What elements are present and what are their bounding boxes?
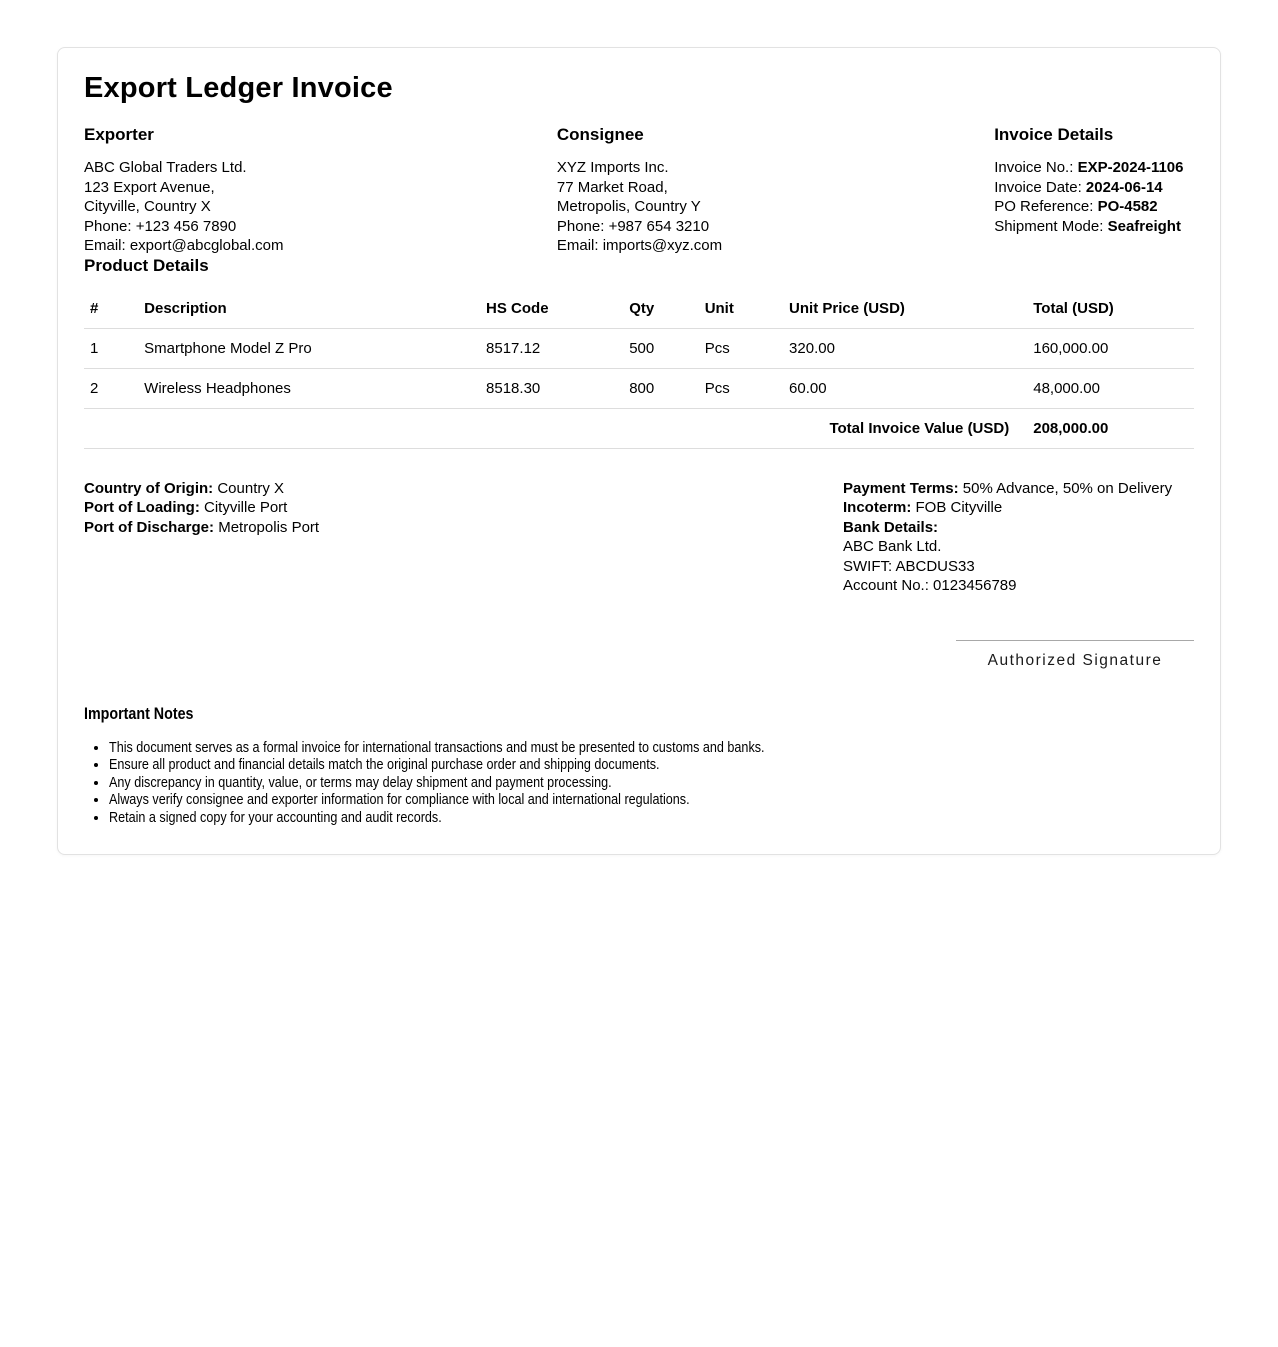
note-text: Ensure all product and financial details match the original purchase order and shipping documents.: [109, 756, 660, 774]
shipment-info-block: [84, 479, 843, 596]
row2-index: 2: [84, 368, 136, 408]
table-total-row: [84, 408, 1194, 448]
shipment-payment-row: [84, 479, 1194, 596]
col-header-index: #: [84, 289, 136, 329]
products-table: [84, 289, 1194, 449]
shipment-mode-value: Seafreight: [1107, 217, 1181, 235]
invoice-number-label: Invoice No.:: [994, 159, 1074, 177]
list-item: [109, 756, 1194, 774]
consignee-heading: Consignee: [556, 125, 644, 145]
row2-description: Wireless Headphones: [136, 368, 478, 408]
note-text: Any discrepancy in quantity, value, or terms may delay shipment and payment processing.: [109, 773, 612, 791]
bank-details-label-text: Bank Details:: [843, 518, 939, 536]
invoice-card: [57, 47, 1221, 855]
po-reference-value: PO-4582: [1097, 198, 1158, 216]
country-of-origin-value: Country X: [217, 479, 285, 497]
list-item: [109, 809, 1194, 827]
signature-block: [956, 640, 1194, 670]
country-of-origin-field: [84, 479, 843, 499]
list-item: [109, 739, 1194, 757]
payment-info-block: [843, 479, 1194, 596]
invoice-details-heading: Invoice Details: [994, 125, 1114, 145]
invoice-number-value: EXP-2024-1106: [1077, 159, 1184, 177]
country-of-origin-label: Country of Origin:: [84, 479, 214, 497]
bank-details-label: [843, 518, 1194, 538]
incoterm-field: [843, 498, 1194, 518]
consignee-phone: Phone: +987 654 3210: [556, 217, 710, 235]
po-reference-field: [994, 197, 1194, 217]
invoice-date-value: 2024-06-14: [1085, 178, 1163, 196]
invoice-number-field: [994, 158, 1194, 178]
bank-name: ABC Bank Ltd.: [843, 538, 942, 556]
list-item: [109, 774, 1194, 792]
important-notes-section: [84, 704, 1194, 827]
total-invoice-label: Total Invoice Value (USD): [84, 408, 1025, 448]
table-row: [84, 368, 1194, 408]
bank-swift: SWIFT: ABCDUS33: [843, 557, 975, 575]
consignee-section: [557, 125, 994, 256]
important-notes-heading-text: Important Notes: [84, 703, 194, 723]
port-of-loading-value: Cityville Port: [203, 499, 288, 517]
exporter-address-line1: 123 Export Avenue,: [84, 178, 215, 196]
important-notes-heading: [84, 704, 1194, 724]
invoice-details-section: [994, 125, 1194, 256]
row1-unit-price: 320.00: [781, 328, 1025, 368]
consignee-name: XYZ Imports Inc.: [556, 159, 669, 177]
list-item: [109, 791, 1194, 809]
shipment-mode-field: [994, 217, 1194, 237]
note-text: Retain a signed copy for your accounting and audit records.: [109, 808, 442, 826]
consignee-address-line1: 77 Market Road,: [556, 178, 668, 196]
incoterm-value: FOB Cityville: [915, 499, 1003, 517]
product-details-heading: Product Details: [84, 255, 209, 275]
page-title: Export Ledger Invoice: [84, 72, 393, 104]
row2-unit: Pcs: [697, 368, 781, 408]
port-of-discharge-field: [84, 518, 843, 538]
col-header-unit: Unit: [697, 289, 781, 329]
note-text: This document serves as a formal invoice for international transactions and must be presented to customs and banks.: [109, 738, 765, 756]
row1-unit: Pcs: [697, 328, 781, 368]
invoice-date-label: Invoice Date:: [994, 178, 1082, 196]
col-header-unit-price: Unit Price (USD): [781, 289, 1025, 329]
col-header-description: Description: [136, 289, 478, 329]
row2-qty: 800: [621, 368, 696, 408]
incoterm-label: Incoterm:: [843, 499, 912, 517]
consignee-address-line2: Metropolis, Country Y: [556, 198, 701, 216]
row1-total: 160,000.00: [1025, 328, 1194, 368]
exporter-address-line2: Cityville, Country X: [84, 198, 211, 216]
authorized-signature-label: Authorized Signature: [987, 651, 1163, 669]
payment-terms-label: Payment Terms:: [843, 479, 959, 497]
col-header-total: Total (USD): [1025, 289, 1194, 329]
port-of-loading-field: [84, 498, 843, 518]
exporter-name: ABC Global Traders Ltd.: [84, 159, 247, 177]
po-reference-label: PO Reference:: [994, 198, 1094, 216]
exporter-phone: Phone: +123 456 7890: [84, 217, 237, 235]
table-header-row: [84, 289, 1194, 329]
payment-terms-value: 50% Advance, 50% on Delivery: [962, 479, 1173, 497]
shipment-mode-label: Shipment Mode:: [994, 217, 1104, 235]
port-of-discharge-label: Port of Discharge:: [84, 518, 215, 536]
notes-list: [84, 739, 1194, 827]
bank-account-number: Account No.: 0123456789: [843, 577, 1017, 595]
exporter-heading: Exporter: [84, 125, 154, 145]
row2-total: 48,000.00: [1025, 368, 1194, 408]
exporter-section: [84, 125, 557, 256]
consignee-email: Email: imports@xyz.com: [556, 237, 723, 255]
col-header-qty: Qty: [621, 289, 696, 329]
port-of-loading-label: Port of Loading:: [84, 499, 200, 517]
port-of-discharge-value: Metropolis Port: [218, 518, 320, 536]
col-header-hs-code: HS Code: [478, 289, 621, 329]
note-text: Always verify consignee and exporter information for compliance with local and international regulations.: [109, 791, 690, 809]
row1-hs-code: 8517.12: [478, 328, 621, 368]
table-row: [84, 328, 1194, 368]
invoice-date-field: [994, 178, 1194, 198]
page-background: [0, 47, 1278, 1347]
row2-hs-code: 8518.30: [478, 368, 621, 408]
row1-qty: 500: [621, 328, 696, 368]
row2-unit-price: 60.00: [781, 368, 1025, 408]
row1-index: 1: [84, 328, 136, 368]
exporter-email: Email: export@abcglobal.com: [84, 237, 284, 255]
header-columns: [84, 125, 1194, 256]
row1-description: Smartphone Model Z Pro: [136, 328, 478, 368]
total-invoice-value: 208,000.00: [1025, 408, 1194, 448]
payment-terms-field: [843, 479, 1194, 499]
